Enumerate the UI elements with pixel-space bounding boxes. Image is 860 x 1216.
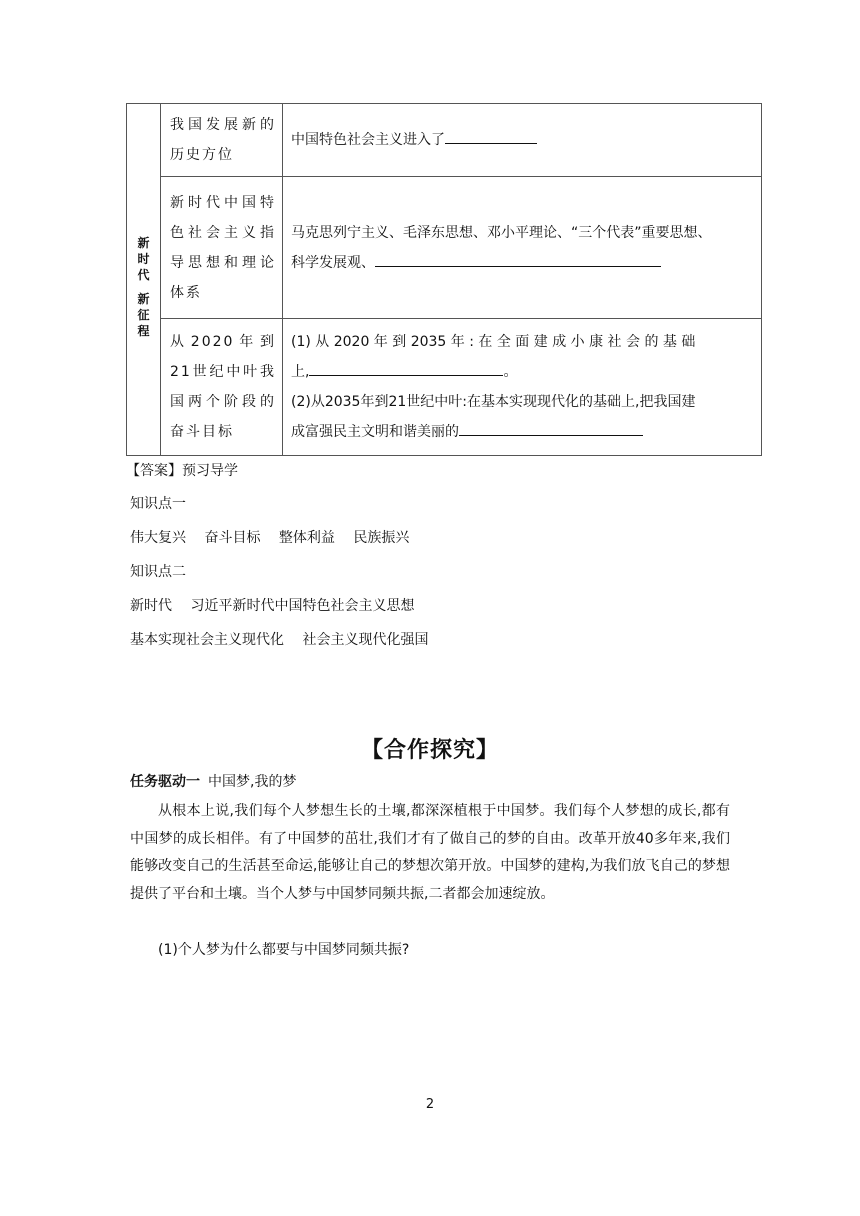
row-content: 中国特色社会主义进入了 xyxy=(283,121,761,159)
knowledge-table xyxy=(126,103,762,456)
task-heading: 任务驱动一 中国梦,我的梦 xyxy=(130,774,297,790)
fill-blank xyxy=(459,417,643,436)
fill-blank xyxy=(375,248,661,267)
row-content: 马克思列宁主义、毛泽东思想、邓小平理论、“三个代表”重要思想、 科学发展观、 xyxy=(291,224,712,271)
row-topic: 我国发展新的历史方位 xyxy=(170,117,276,163)
question-1: (1)个人梦为什么都要与中国梦同频共振? xyxy=(158,942,410,958)
row-topic: 新时代中国特色社会主义指导思想和理论体系 xyxy=(170,194,276,301)
side-label-cell xyxy=(127,104,161,456)
fill-blank xyxy=(309,357,503,376)
kp2-answers-line2: 基本实现社会主义现代化 社会主义现代化强国 xyxy=(130,632,429,648)
kp2-title: 知识点二 xyxy=(130,564,186,580)
table-row xyxy=(127,104,762,177)
kp2-answers-line1: 新时代 习近平新时代中国特色社会主义思想 xyxy=(130,598,415,614)
table-row xyxy=(127,177,762,319)
page-number: 2 xyxy=(425,1097,435,1112)
answer-header: 【答案】预习导学 xyxy=(126,463,238,479)
kp1-answers: 伟大复兴 奋斗目标 整体利益 民族振兴 xyxy=(130,530,410,546)
section-heading: 【合作探究】 xyxy=(360,738,499,763)
kp1-title: 知识点一 xyxy=(130,496,186,512)
row-content: (1) 从 2020 年 到 2035 年 : 在 全 面 建 成 小 康 社 会 的 基 础 上, 。 (2)从2035年到21世纪中叶:在基本实现现代化的基础上,把我国建 成富强民主文明和谐美丽的 xyxy=(291,334,696,440)
row-topic: 从2020年到21世纪中叶我国两个阶段的奋斗目标 xyxy=(170,334,276,440)
task-paragraph: 从根本上说,我们每个人梦想生长的土壤,都深深植根于中国梦。我们每个人梦想的成长,都有中国梦的成长相伴。有了中国梦的茁壮,我们才有了做自己的梦的自由。改革开放40多年来,我们能够改变自己的生活甚至命运,能够让自己的梦想次第开放。中国梦的建构,为我们放飞自己的梦想提供了平台和土壤。当个人梦与中国梦同频共振,二者都会加速绽放。 xyxy=(130,803,730,902)
table-row xyxy=(127,319,762,456)
side-label: 新 时 代 新 征 程 xyxy=(137,235,150,338)
fill-blank xyxy=(445,125,537,144)
